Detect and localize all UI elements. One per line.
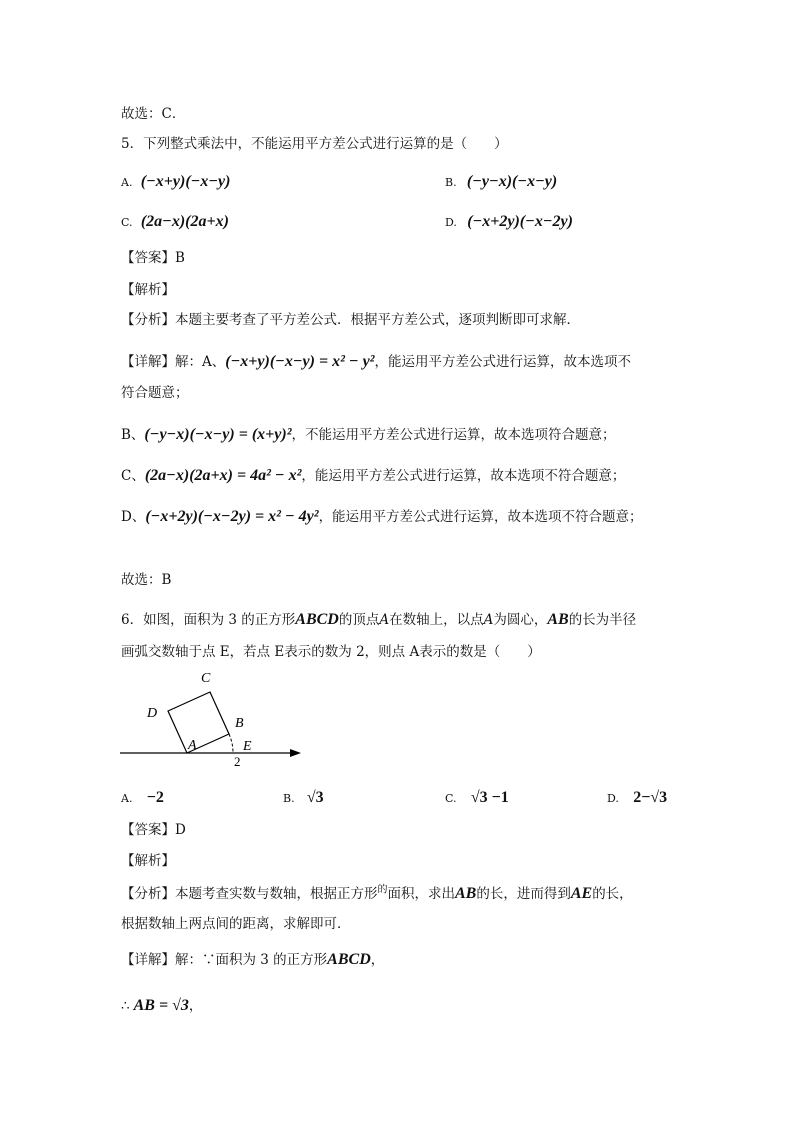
detail-prefix: C、 — [121, 468, 145, 484]
analysis-text: 的 — [377, 884, 388, 896]
option-label: B. — [283, 792, 295, 805]
option-label: D. — [445, 216, 457, 229]
detail-math: AB = √3 — [133, 997, 189, 1014]
q5-answer: 【答案】B — [121, 250, 185, 266]
option-expr: (−x+y)(−x−y) — [140, 173, 231, 190]
label-e: E — [243, 739, 252, 754]
label-c: C — [201, 671, 211, 686]
square-abcd — [168, 692, 229, 753]
q5-detail-a-cont: 符合题意； — [121, 385, 189, 401]
q6-stem-line1 — [121, 610, 636, 630]
option-expr: √3 −1 — [470, 789, 509, 806]
detail-text: ∴ — [121, 998, 130, 1014]
q6-stem-line2: 画弧交数轴于点 E，若点 E表示的数为 2，则点 A表示的数是（ ） — [121, 644, 541, 660]
option-expr: √3 — [306, 789, 324, 806]
detail-text: ，能运用平方差公式进行运算，故本选项不符合题意； — [301, 468, 626, 484]
option-label: C. — [445, 792, 457, 805]
stem-point: A — [483, 612, 494, 628]
option-expr: 2−√3 — [633, 789, 668, 806]
q6-analysis-heading: 【解析】 — [121, 853, 175, 869]
option-label: B. — [445, 176, 457, 189]
detail-prefix: 【详解】解：A、 — [121, 354, 226, 370]
label-b: B — [235, 716, 244, 731]
q5-detail-d — [121, 507, 643, 527]
detail-math: ABCD — [327, 951, 371, 968]
number-line-arrow — [290, 749, 301, 757]
analysis-math: AB — [455, 885, 477, 902]
detail-prefix: B、 — [121, 427, 145, 443]
stem-math: ABCD — [295, 611, 339, 628]
q6-analysis-line1 — [121, 884, 633, 904]
stem-text: 为圆心， — [493, 612, 548, 628]
detail-text: ，不能运用平方差公式进行运算，故本选项符合题意； — [291, 427, 616, 443]
q6-detail-line2 — [121, 996, 202, 1016]
detail-text: ，能运用平方差公式进行运算，故本选项不 — [374, 354, 631, 370]
stem-math: AB — [547, 611, 569, 628]
detail-expr: (2a−x)(2a+x) = 4a² − x² — [144, 467, 302, 484]
label-a: A — [188, 738, 197, 753]
option-label: C. — [121, 216, 133, 229]
q6-option-c — [445, 788, 509, 809]
stem-point: A — [379, 612, 390, 628]
q6-figure — [115, 665, 310, 775]
option-label: A. — [121, 176, 133, 189]
detail-expr: (−y−x)(−x−y) = (x+y)² — [144, 426, 292, 443]
analysis-text: 的长， — [592, 886, 633, 902]
q6-analysis-line2: 根据数轴上两点间的距离，求解即可． — [121, 916, 351, 932]
q5-option-b — [445, 172, 557, 193]
label-tick-2: 2 — [234, 754, 241, 769]
q5-detail-c — [121, 466, 625, 486]
option-label: A. — [121, 792, 133, 805]
q5-option-c — [121, 212, 229, 233]
option-expr: −2 — [146, 789, 164, 806]
analysis-text: 【分析】本题考查实数与数轴，根据正方形 — [121, 886, 378, 902]
option-label: D. — [607, 792, 619, 805]
detail-expr: (−x+y)(−x−y) = x² − y² — [225, 353, 375, 370]
stem-text: 6．如图，面积为 3 的正方形 — [121, 612, 296, 628]
detail-text: 【详解】解：∵面积为 3 的正方形 — [121, 952, 328, 968]
stem-text: 的顶点 — [338, 612, 380, 628]
q6-answer: 【答案】D — [121, 822, 186, 838]
arc-ae — [229, 734, 233, 753]
detail-text: ， — [370, 952, 385, 968]
option-expr: (−x+2y)(−x−2y) — [467, 213, 573, 230]
option-expr: (2a−x)(2a+x) — [140, 213, 229, 230]
q5-option-d — [445, 212, 573, 233]
q6-detail-line1 — [121, 950, 384, 970]
detail-text: ，能运用平方差公式进行运算，故本选项不符合题意； — [318, 509, 643, 525]
analysis-text: 面积，求出 — [387, 886, 455, 902]
stem-text: 在数轴上，以点 — [389, 612, 484, 628]
q6-option-a — [121, 788, 164, 809]
label-d: D — [147, 706, 158, 721]
detail-prefix: D、 — [121, 509, 146, 525]
prev-conclusion: 故选：C． — [121, 106, 186, 122]
q5-analysis: 【分析】本题主要考查了平方差公式．根据平方差公式，逐项判断即可求解． — [121, 312, 580, 328]
q5-detail-b — [121, 425, 616, 445]
q5-detail-a — [121, 352, 631, 372]
q5-analysis-heading: 【解析】 — [121, 282, 175, 298]
detail-text: ， — [188, 998, 203, 1014]
analysis-text: 的长，进而得到 — [476, 886, 571, 902]
q6-option-d — [607, 788, 667, 809]
option-expr: (−y−x)(−x−y) — [466, 173, 558, 190]
stem-text: 的长为半径 — [568, 612, 637, 628]
analysis-math: AE — [570, 885, 593, 902]
q5-option-a — [121, 172, 230, 193]
detail-expr: (−x+2y)(−x−2y) = x² − 4y² — [145, 508, 319, 525]
q6-option-b — [283, 788, 324, 809]
q5-conclusion: 故选：B — [121, 572, 172, 588]
q5-stem: 5．下列整式乘法中，不能运用平方差公式进行运算的是（ ） — [121, 136, 508, 152]
